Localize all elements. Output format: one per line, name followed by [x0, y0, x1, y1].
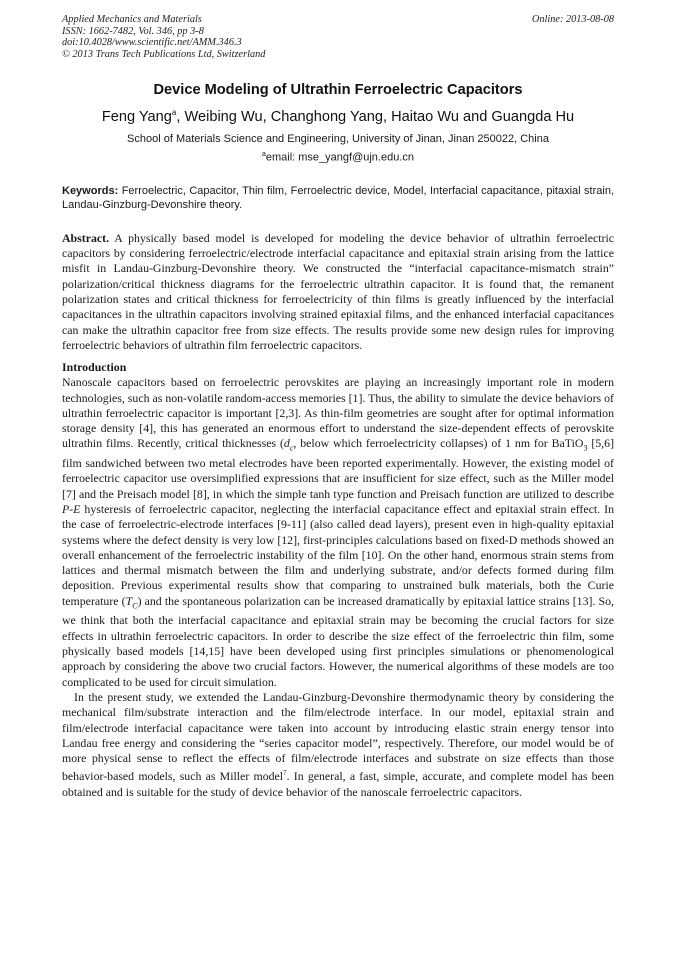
- paper-page: [62, 14, 614, 800]
- intro-p2-text-a: In the present study, we extended the Landau-Ginzburg-Devonshire thermodynamic theory by considering the mechanical film/substrate interaction and the film/electrode interface. In our model, epitaxial strain and film/electrode interfacial capacitance were taken into account by introducing elastic strain energy tensor into Landau free energy and considering the “series capacitor model”, respectively. Therefore, our model would be of more physical sense to reflect the effects of film/electrode interfaces and substrate on size effects than those behavior-based models, such as Miller model: [62, 689, 614, 784]
- abstract-text: A physically based model is developed for modeling the device behavior of ultrathin ferroelectric capacitors by considering ferroelectric/electrode interfacial capacitance and epitaxial strain arising from the lattice misfit in Landau-Ginzburg-Devonshire theory. We constructed the “interfacial capacitance-mismatch strain” polarization/critical thickness diagrams for the ferroelectric ultrathin capacitor. It is found that, the remanent polarization states and critical thickness for ferroelectricity of thin films is greatly influenced by the interfacial capacitances in the ultrathin capacitors involving strained epitaxial films, and the enhanced interfacial capacitances can make the ultrathin capacitor free from size effects. The results provide some new design rules for improving ferroelectric behaviors of ultrathin film ferroelectric capacitors.: [62, 230, 614, 352]
- intro-p1-text-d: hysteresis of ferroelectric capacitor, neglecting the interfacial capacitance effect and epitaxial strain effect. In the case of ferroelectric-electrode interfaces [9-11] (also called dead layers), present even in high-quality epitaxial systems where the defect density is very low [12], first-principles calculations based on fixed-D methods showed an overall enhancement of the ferroelectric instability of the film [10]. On the other hand, enormous strain stems from lattices and thermal mismatch between the film and underlying substrate, and/or defects formed during film deposition. Previous experimental results show that comparing to unstrained bulk materials, both the Curie temperature (: [62, 502, 614, 608]
- affiliation: School of Materials Science and Engineering, University of Jinan, Jinan 250022, China: [127, 133, 549, 146]
- journal-header: [62, 14, 614, 60]
- intro-p1-text-b: , below which ferroelectricity collapses) of 1 nm for BaTiO: [293, 436, 584, 451]
- doi-line: doi:10.4028/www.scientific.net/AMM.346.3: [62, 37, 242, 49]
- intro-paragraph-2: [62, 690, 614, 800]
- email-line: [62, 151, 614, 164]
- paper-title: Device Modeling of Ultrathin Ferroelectric Capacitors: [153, 82, 523, 99]
- abstract: [62, 231, 614, 353]
- author-affil-mark: a: [171, 108, 177, 118]
- email-mark: a: [261, 151, 266, 159]
- intro-p1-text-c: [5,6] film sandwiched between two metal electrodes have been reported experimentally. However, the existing model of ferroelectric capacitor use oversimplified expressions that are insufficient for size effect, such as the Miller model [7] and the Preisach model [8], in which the simple tanh type function and Preisach function are utilized to describe: [62, 436, 615, 501]
- keywords-label: Keywords:: [62, 184, 119, 197]
- author-list: [62, 108, 614, 125]
- symbol-pe: P-E: [62, 502, 81, 516]
- formula-sub-3: 3: [583, 443, 588, 453]
- intro-p2-text-b: . In general, a fast, simple, accurate, and complete model has been obtained and is suitable for the study of device behavior of the nanoscale ferroelectric capacitors.: [62, 769, 614, 799]
- abstract-label: Abstract.: [62, 230, 110, 245]
- intro-paragraph-1: [62, 375, 614, 690]
- copyright-line: © 2013 Trans Tech Publications Ltd, Switzerland: [62, 48, 266, 60]
- intro-p1-text-a: Nanoscale capacitors based on ferroelectric perovskites are playing an increasingly important role in modern technologies, such as non-volatile random-access memories [1]. Thus, the ability to simulate the device behaviors of ultrathin ferroelectric capacitor is important [2,3]. As thin-film geometries are sought after for optimal information storage density [4], this has generated an enormous effort to understand the size-dependent effects of perovskite ultrathin films. Recently, critical thicknesses (: [62, 375, 614, 451]
- symbol-tc-sub: C: [132, 601, 138, 611]
- journal-name: Applied Mechanics and Materials: [62, 14, 202, 25]
- symbol-tc: T: [125, 593, 133, 608]
- ref-superscript: 7: [283, 769, 287, 778]
- intro-p1-text-e: ) and the spontaneous polarization can be increased dramatically by epitaxial lattice strains [13]. So, we think that both the interfacial capacitance and epitaxial strain may be becoming the crucial factors for size effects in ultrathin ferroelectric capacitors. In order to describe the size effect of the ferroelectric thin film, some physically based models [14,15] have been developed using first principles simulations or phenomenological approach by considering the above two crucial factors. However, the numerical algorithms of these models are too complicated to be used for circuit simulation.: [62, 593, 614, 689]
- other-authors: , Weibing Wu, Changhong Yang, Haitao Wu and Guangda Hu: [176, 109, 575, 126]
- first-author: Feng Yang: [101, 109, 172, 126]
- keywords-text: Ferroelectric, Capacitor, Thin film, Ferroelectric device, Model, Interfacial capacitance, pitaxial strain, Landau-Ginzburg-Devonshire theory.: [62, 184, 614, 211]
- symbol-dc: d: [283, 436, 290, 451]
- online-date: Online: 2013-08-08: [531, 14, 614, 25]
- email-text: email: mse_yangf@ujn.edu.cn: [265, 151, 415, 164]
- issn-line: ISSN: 1662-7482, Vol. 346, pp 3-8: [62, 25, 204, 37]
- section-heading-introduction: Introduction: [62, 360, 127, 375]
- keywords: [62, 184, 614, 212]
- symbol-dc-sub: c: [289, 443, 294, 453]
